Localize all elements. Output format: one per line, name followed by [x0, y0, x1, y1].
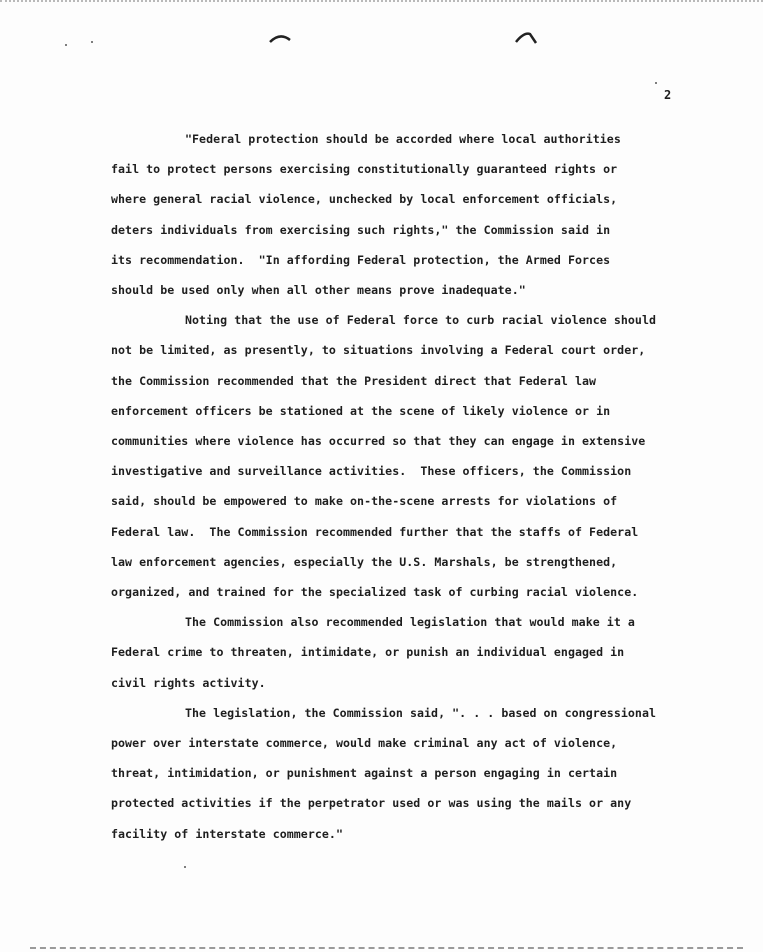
paragraph	[111, 124, 696, 305]
scan-speck	[91, 41, 93, 43]
text-line: enforcement officers be stationed at the scene of likely violence or in	[111, 403, 611, 418]
text-line: investigative and surveillance activities. These officers, the Commission	[111, 464, 632, 479]
scan-speck	[184, 866, 186, 868]
paragraph	[111, 698, 696, 849]
text-line: should be used only when all other means prove inadequate."	[111, 283, 526, 298]
text-line: its recommendation. "In affording Federal protection, the Armed Forces	[111, 252, 611, 267]
text-line: Federal crime to threaten, intimidate, or punish an individual engaged in	[111, 645, 625, 660]
text-line: said, should be empowered to make on-the-scene arrests for violations of	[111, 494, 618, 509]
text-line: the Commission recommended that the President direct that Federal law	[111, 373, 597, 388]
text-line: protected activities if the perpetrator used or was using the mails or any	[111, 796, 632, 811]
text-line: power over interstate commerce, would make criminal any act of violence,	[111, 736, 618, 751]
top-border	[0, 0, 763, 6]
text-line: organized, and trained for the specialized task of curbing racial violence.	[111, 585, 639, 600]
text-line: not be limited, as presently, to situations involving a Federal court order,	[111, 343, 646, 358]
text-line: Noting that the use of Federal force to curb racial violence should	[185, 313, 657, 328]
text-line: deters individuals from exercising such rights," the Commission said in	[111, 222, 611, 237]
document-body	[111, 124, 696, 849]
text-line: law enforcement agencies, especially the U.S. Marshals, be strengthened,	[111, 554, 618, 569]
scan-speck	[655, 82, 657, 84]
text-line: threat, intimidation, or punishment against a person engaging in certain	[111, 766, 618, 781]
text-line: communities where violence has occurred so that they can engage in extensive	[111, 434, 646, 449]
bottom-border	[30, 944, 743, 949]
text-line: civil rights activity.	[111, 675, 266, 690]
text-line: The Commission also recommended legislation that would make it a	[185, 615, 635, 630]
punch-mark-right	[514, 32, 538, 44]
text-line: fail to protect persons exercising constitutionally guaranteed rights or	[111, 162, 618, 177]
punch-mark-left	[268, 32, 292, 44]
text-line: Federal law. The Commission recommended further that the staffs of Federal	[111, 524, 639, 539]
scan-speck	[65, 44, 67, 46]
text-line: The legislation, the Commission said, ". . . based on congressional	[185, 705, 657, 720]
text-line: where general racial violence, unchecked by local enforcement officials,	[111, 192, 618, 207]
paragraph	[111, 607, 696, 698]
text-line: "Federal protection should be accorded where local authorities	[185, 132, 621, 146]
text-line: facility of interstate commerce."	[111, 826, 343, 841]
paragraph	[111, 305, 696, 607]
page-number: 2	[664, 88, 672, 102]
